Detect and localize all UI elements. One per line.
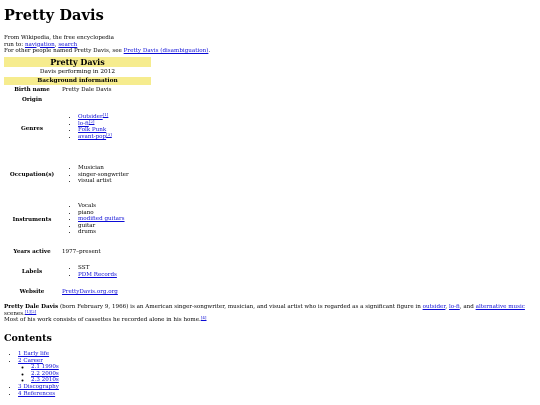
jump-prefix: run to: (4, 41, 25, 48)
toc-item (18, 384, 59, 391)
toc-1990s-link[interactable]: 2.1 1990s (31, 364, 59, 371)
outsider-link[interactable]: outsider (422, 304, 446, 310)
instruments-list (62, 203, 125, 236)
toc-item (31, 377, 59, 384)
genre-avant-pop-link[interactable]: avant-pop (78, 133, 107, 140)
lead-text: , (445, 304, 449, 310)
list-item (78, 131, 112, 141)
list-item (78, 216, 125, 223)
lead-text: (born February 9, 1966) is an American singer-songwriter, musician, and visual artist who is regarded as a significant figure in (58, 304, 423, 310)
origin-row (4, 97, 151, 105)
years-active-value: 1977–present (62, 249, 101, 255)
labels-label: Labels (21, 269, 43, 275)
birth-name-value: Pretty Dale Davis (62, 87, 112, 93)
toc-early-life-link[interactable]: 1 Early life (18, 351, 50, 357)
genre-outsider-link[interactable]: Outsider (78, 114, 103, 120)
labels-row (4, 265, 151, 281)
citation-link[interactable]: [1] (102, 112, 109, 117)
navigation-link[interactable]: navigation (24, 41, 55, 48)
website-row (4, 289, 151, 297)
toc-item (18, 351, 59, 358)
hatnote-prefix: For other people named Pretty Davis, see (4, 48, 124, 55)
citation-link[interactable]: [3] (106, 131, 112, 137)
lead-text: scenes. (4, 310, 25, 317)
list-item (78, 272, 117, 279)
infobox-caption: Davis performing in 2012 (39, 69, 116, 75)
pdm-records-link[interactable]: PDM Records (78, 271, 117, 278)
background-info-header: Background information (4, 77, 151, 85)
page-title: Pretty Davis (4, 7, 104, 24)
search-link[interactable]: search (58, 41, 78, 48)
toc-item (18, 391, 59, 398)
toc-item (18, 358, 59, 384)
toc-2000s-link[interactable]: 2.2 2000s (31, 370, 59, 377)
contents-heading: Contents (4, 333, 52, 344)
years-active-row (4, 249, 151, 257)
toc-discography-link[interactable]: 3 Discography (18, 383, 59, 390)
infobox-name: Pretty Davis (4, 57, 151, 67)
citation-link[interactable]: [4] (200, 315, 207, 321)
toc-references-link[interactable]: 4 References (18, 390, 56, 397)
subject-name: Pretty Dale Davis (4, 304, 59, 310)
table-of-contents (4, 351, 59, 397)
list-item: • singer-songwriter (78, 172, 129, 179)
citation-link[interactable]: [1][2] (24, 308, 37, 314)
genre-folk-punk-link[interactable]: Folk Punk (78, 127, 107, 134)
toc-2010s-link[interactable]: 2.3 2010s (31, 377, 59, 384)
lead-paragraph (4, 304, 538, 324)
modified-guitars-link[interactable]: modified guitars (78, 216, 125, 223)
citation-link[interactable]: [2] (88, 118, 95, 124)
infobox (4, 57, 151, 295)
origin-label: Origin (21, 97, 43, 103)
genres-label: Genres (20, 126, 44, 132)
genres-list (62, 114, 112, 140)
jump-sep: , (54, 41, 59, 48)
toc-career-link[interactable]: 2 Career (18, 357, 43, 364)
birth-name-row (4, 87, 151, 95)
genre-lofi-link[interactable]: lo-fi (78, 120, 89, 127)
alternative-music-link[interactable]: alternative music (475, 304, 525, 310)
list-item (78, 114, 112, 121)
hatnote (4, 48, 210, 55)
occupation-label: Occupation(s) (9, 172, 55, 178)
list-item: • drums (78, 229, 125, 236)
birth-name-label: Birth name (14, 87, 50, 93)
occupation-row (4, 165, 151, 187)
list-item: • SST (78, 265, 117, 272)
toc-item (31, 371, 59, 378)
occupation-list (62, 165, 129, 185)
instruments-label: Instruments (12, 217, 52, 223)
years-active-label: Years active (13, 249, 51, 255)
from-line: From Wikipedia, the free encyclopedia (4, 35, 114, 41)
website-label: Website (19, 289, 45, 295)
list-item: • piano (78, 210, 125, 217)
list-item: • Vocals (78, 203, 125, 210)
list-item: • Musician (78, 165, 129, 172)
labels-list (62, 265, 117, 278)
lofi-link[interactable]: lo-fi (448, 304, 460, 310)
toc-item (31, 364, 59, 371)
list-item: • guitar (78, 223, 125, 230)
intro-block (4, 35, 210, 55)
lead-text: Most of his work consists of cassettes he recorded alone in his home. (4, 317, 201, 324)
instruments-row (4, 203, 151, 239)
lead-text: , and (459, 304, 476, 310)
disambiguation-link[interactable]: Pretty Davis (disambiguation) (123, 48, 209, 55)
list-item (78, 118, 112, 128)
website-link[interactable]: PrettyDavis.org.org (62, 289, 118, 295)
hatnote-suffix: . (208, 48, 211, 55)
genres-row (4, 114, 151, 144)
list-item: • visual artist (78, 178, 129, 185)
